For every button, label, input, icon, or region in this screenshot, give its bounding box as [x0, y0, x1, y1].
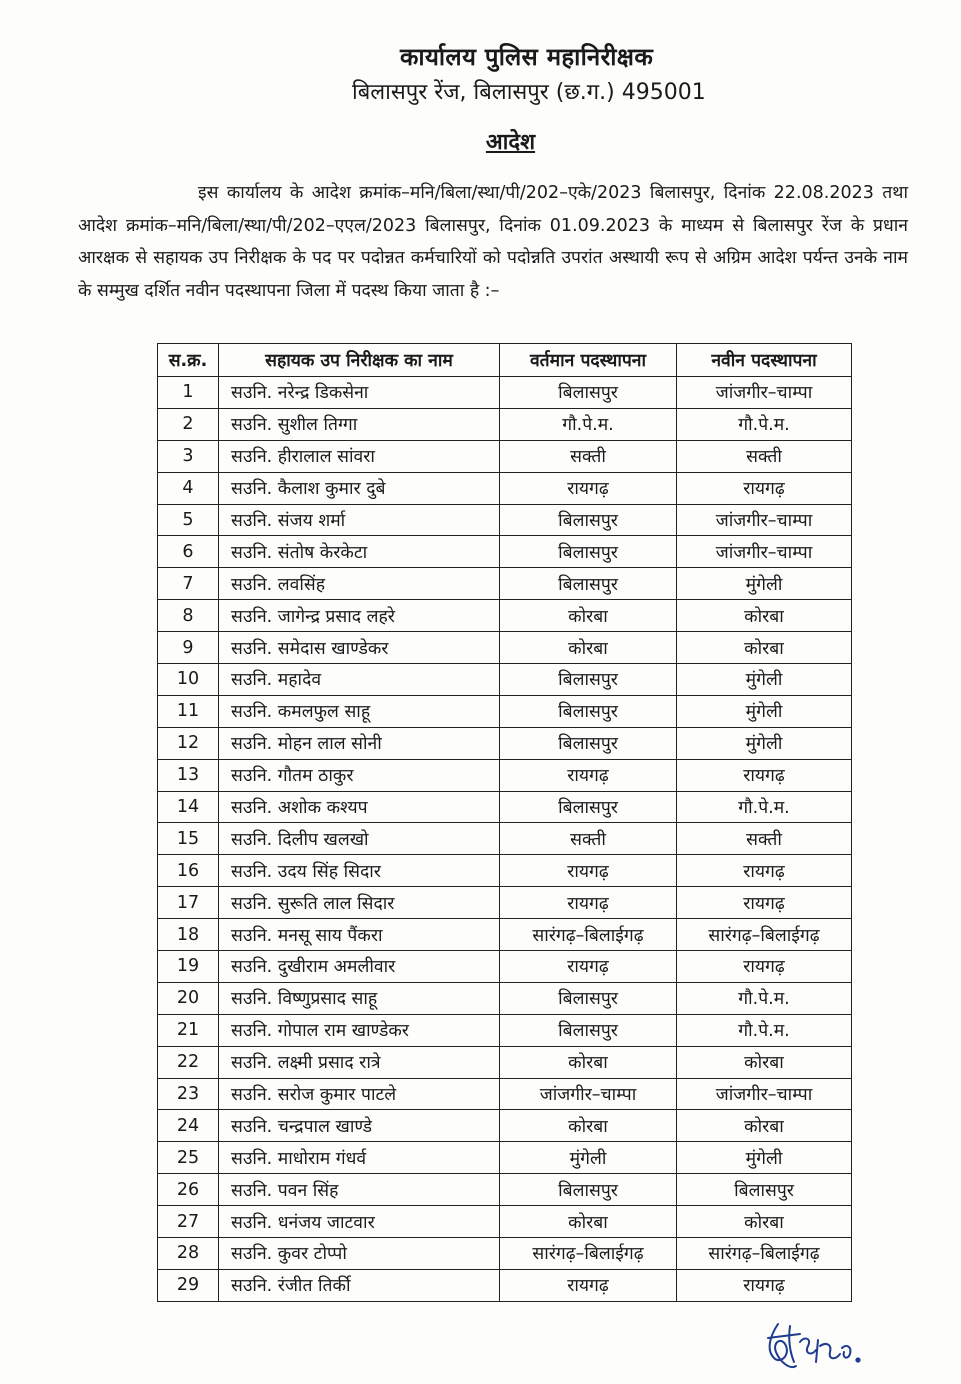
- serial-cell: 28: [158, 1238, 219, 1270]
- order-body-paragraph: इस कार्यालय के आदेश क्रमांक–मनि/बिला/स्था/पी/202–एके/2023 बिलासपुर, दिनांक 22.08.2023 तथा आदेश क्रमांक–मनि/बिला/स्था/पी/202–एएल/2023 बिलासपुर, दिनांक 01.09.2023 के माध्यम से बिलासपुर रेंज के प्रधान आरक्षक से सहायक उप निरीक्षक के पद पर पदोन्नत कर्मचारियों को पदोन्नति उपरांत अस्थायी रूप से अग्रिम आदेश पर्यन्त उनके नाम के सम्मुख दर्शित नवीन पदस्थापना जिला में पदस्थ किया जाता है :–: [78, 183, 908, 301]
- table-row: [158, 632, 852, 664]
- serial-cell: 4: [158, 472, 219, 504]
- current-posting-cell: बिलासपुर: [500, 664, 677, 696]
- officer-name-cell: सउनि. दिलीप खलखो: [219, 823, 500, 855]
- serial-cell: 22: [158, 1046, 219, 1078]
- new-posting-cell: मुंगेली: [677, 727, 852, 759]
- current-posting-cell: कोरबा: [500, 1110, 677, 1142]
- current-posting-cell: कोरबा: [500, 1046, 677, 1078]
- new-posting-cell: रायगढ़: [677, 951, 852, 983]
- table-row: [158, 1206, 852, 1238]
- officer-name-cell: सउनि. पवन सिंह: [219, 1174, 500, 1206]
- office-title: कार्यालय पुलिस महानिरीक्षक: [400, 43, 654, 71]
- officer-name-cell: सउनि. कुवर टोप्पो: [219, 1238, 500, 1270]
- serial-cell: 14: [158, 791, 219, 823]
- table-row: [158, 759, 852, 791]
- officer-name-cell: सउनि. महादेव: [219, 664, 500, 696]
- serial-cell: 18: [158, 919, 219, 951]
- current-posting-cell: बिलासपुर: [500, 568, 677, 600]
- serial-cell: 29: [158, 1269, 219, 1301]
- officer-name-cell: सउनि. गौतम ठाकुर: [219, 759, 500, 791]
- new-posting-cell: कोरबा: [677, 632, 852, 664]
- current-posting-cell: सारंगढ़–बिलाईगढ़: [500, 919, 677, 951]
- serial-cell: 25: [158, 1142, 219, 1174]
- header-current-posting: वर्तमान पदस्थापना: [500, 344, 677, 377]
- serial-cell: 1: [158, 377, 219, 409]
- new-posting-cell: मुंगेली: [677, 1142, 852, 1174]
- current-posting-cell: बिलासपुर: [500, 1174, 677, 1206]
- officer-name-cell: सउनि. दुखीराम अमलीवार: [219, 951, 500, 983]
- serial-cell: 3: [158, 440, 219, 472]
- current-posting-cell: रायगढ़: [500, 951, 677, 983]
- serial-cell: 16: [158, 855, 219, 887]
- current-posting-cell: सक्ती: [500, 823, 677, 855]
- new-posting-cell: मुंगेली: [677, 664, 852, 696]
- current-posting-cell: रायगढ़: [500, 887, 677, 919]
- serial-cell: 24: [158, 1110, 219, 1142]
- table-row: [158, 1269, 852, 1301]
- officer-name-cell: सउनि. चन्द्रपाल खाण्डे: [219, 1110, 500, 1142]
- current-posting-cell: रायगढ़: [500, 759, 677, 791]
- table-row: [158, 440, 852, 472]
- new-posting-cell: मुंगेली: [677, 568, 852, 600]
- officer-name-cell: सउनि. मनसू साय पैंकरा: [219, 919, 500, 951]
- current-posting-cell: रायगढ़: [500, 472, 677, 504]
- current-posting-cell: कोरबा: [500, 1206, 677, 1238]
- table-row: [158, 1046, 852, 1078]
- new-posting-cell: कोरबा: [677, 1206, 852, 1238]
- officer-name-cell: सउनि. लवसिंह: [219, 568, 500, 600]
- serial-cell: 5: [158, 504, 219, 536]
- table-row: [158, 408, 852, 440]
- current-posting-cell: बिलासपुर: [500, 1014, 677, 1046]
- new-posting-cell: रायगढ़: [677, 855, 852, 887]
- table-row: [158, 951, 852, 983]
- current-posting-cell: जांजगीर–चाम्पा: [500, 1078, 677, 1110]
- serial-cell: 20: [158, 982, 219, 1014]
- current-posting-cell: बिलासपुर: [500, 377, 677, 409]
- serial-cell: 9: [158, 632, 219, 664]
- table-header-row: [158, 344, 852, 377]
- table-row: [158, 504, 852, 536]
- serial-cell: 17: [158, 887, 219, 919]
- header-new-posting: नवीन पदस्थापना: [677, 344, 852, 377]
- new-posting-cell: सारंगढ़–बिलाईगढ़: [677, 1238, 852, 1270]
- table-row: [158, 1142, 852, 1174]
- serial-cell: 13: [158, 759, 219, 791]
- new-posting-cell: गौ.पे.म.: [677, 1014, 852, 1046]
- new-posting-cell: कोरबा: [677, 1046, 852, 1078]
- new-posting-cell: रायगढ़: [677, 472, 852, 504]
- officer-name-cell: सउनि. समेदास खाण्डेकर: [219, 632, 500, 664]
- officer-name-cell: सउनि. अशोक कश्यप: [219, 791, 500, 823]
- current-posting-cell: मुंगेली: [500, 1142, 677, 1174]
- table-row: [158, 1110, 852, 1142]
- table-row: [158, 568, 852, 600]
- current-posting-cell: सारंगढ़–बिलाईगढ़: [500, 1238, 677, 1270]
- serial-cell: 10: [158, 664, 219, 696]
- table-row: [158, 664, 852, 696]
- table-row: [158, 791, 852, 823]
- table-row: [158, 855, 852, 887]
- handwritten-signature: [760, 1316, 870, 1376]
- current-posting-cell: रायगढ़: [500, 855, 677, 887]
- officer-name-cell: सउनि. कैलाश कुमार दुबे: [219, 472, 500, 504]
- officer-name-cell: सउनि. माधोराम गंधर्व: [219, 1142, 500, 1174]
- table-row: [158, 1238, 852, 1270]
- serial-cell: 11: [158, 695, 219, 727]
- officer-name-cell: सउनि. लक्ष्मी प्रसाद रात्रे: [219, 1046, 500, 1078]
- current-posting-cell: बिलासपुर: [500, 536, 677, 568]
- officer-name-cell: सउनि. कमलफुल साहू: [219, 695, 500, 727]
- officer-name-cell: सउनि. सुरूति लाल सिदार: [219, 887, 500, 919]
- current-posting-cell: गौ.पे.म.: [500, 408, 677, 440]
- serial-cell: 12: [158, 727, 219, 759]
- table-row: [158, 1014, 852, 1046]
- table-row: [158, 982, 852, 1014]
- current-posting-cell: बिलासपुर: [500, 791, 677, 823]
- table-row: [158, 1078, 852, 1110]
- table-row: [158, 919, 852, 951]
- new-posting-cell: जांजगीर–चाम्पा: [677, 536, 852, 568]
- new-posting-cell: रायगढ़: [677, 759, 852, 791]
- table-body: [158, 377, 852, 1302]
- new-posting-cell: जांजगीर–चाम्पा: [677, 1078, 852, 1110]
- officer-name-cell: सउनि. संजय शर्मा: [219, 504, 500, 536]
- table-row: [158, 695, 852, 727]
- new-posting-cell: सक्ती: [677, 823, 852, 855]
- officer-name-cell: सउनि. संतोष केरकेटा: [219, 536, 500, 568]
- header-name: सहायक उप निरीक्षक का नाम: [219, 344, 500, 377]
- new-posting-cell: सारंगढ़–बिलाईगढ़: [677, 919, 852, 951]
- officer-name-cell: सउनि. सरोज कुमार पाटले: [219, 1078, 500, 1110]
- current-posting-cell: कोरबा: [500, 600, 677, 632]
- serial-cell: 19: [158, 951, 219, 983]
- officer-name-cell: सउनि. विष्णुप्रसाद साहू: [219, 982, 500, 1014]
- serial-cell: 23: [158, 1078, 219, 1110]
- current-posting-cell: बिलासपुर: [500, 727, 677, 759]
- serial-cell: 7: [158, 568, 219, 600]
- serial-cell: 2: [158, 408, 219, 440]
- current-posting-cell: बिलासपुर: [500, 982, 677, 1014]
- table-row: [158, 1174, 852, 1206]
- officer-name-cell: सउनि. उदय सिंह सिदार: [219, 855, 500, 887]
- officer-name-cell: सउनि. जागेन्द्र प्रसाद लहरे: [219, 600, 500, 632]
- current-posting-cell: सक्ती: [500, 440, 677, 472]
- new-posting-cell: रायगढ़: [677, 1269, 852, 1301]
- table-row: [158, 472, 852, 504]
- new-posting-cell: मुंगेली: [677, 695, 852, 727]
- table-row: [158, 377, 852, 409]
- serial-cell: 21: [158, 1014, 219, 1046]
- current-posting-cell: बिलासपुर: [500, 504, 677, 536]
- current-posting-cell: रायगढ़: [500, 1269, 677, 1301]
- new-posting-cell: बिलासपुर: [677, 1174, 852, 1206]
- officer-name-cell: सउनि. रंजीत तिर्की: [219, 1269, 500, 1301]
- officer-name-cell: सउनि. नरेन्द्र डिकसेना: [219, 377, 500, 409]
- serial-cell: 8: [158, 600, 219, 632]
- officer-name-cell: सउनि. मोहन लाल सोनी: [219, 727, 500, 759]
- order-heading: आदेश: [485, 130, 536, 155]
- new-posting-cell: जांजगीर–चाम्पा: [677, 504, 852, 536]
- current-posting-cell: कोरबा: [500, 632, 677, 664]
- table-row: [158, 823, 852, 855]
- current-posting-cell: बिलासपुर: [500, 695, 677, 727]
- officer-name-cell: सउनि. धनंजय जाटवार: [219, 1206, 500, 1238]
- serial-cell: 6: [158, 536, 219, 568]
- table-row: [158, 727, 852, 759]
- office-address: बिलासपुर रेंज, बिलासपुर (छ.ग.) 495001: [352, 80, 706, 105]
- serial-cell: 27: [158, 1206, 219, 1238]
- new-posting-cell: गौ.पे.म.: [677, 791, 852, 823]
- table-row: [158, 600, 852, 632]
- serial-cell: 26: [158, 1174, 219, 1206]
- table-row: [158, 536, 852, 568]
- table-row: [158, 887, 852, 919]
- officer-name-cell: सउनि. सुशील तिग्गा: [219, 408, 500, 440]
- officer-name-cell: सउनि. हीरालाल सांवरा: [219, 440, 500, 472]
- new-posting-cell: कोरबा: [677, 1110, 852, 1142]
- posting-table: [157, 343, 852, 1302]
- new-posting-cell: कोरबा: [677, 600, 852, 632]
- new-posting-cell: रायगढ़: [677, 887, 852, 919]
- header-serial: स.क्र.: [158, 344, 219, 377]
- officer-name-cell: सउनि. गोपाल राम खाण्डेकर: [219, 1014, 500, 1046]
- serial-cell: 15: [158, 823, 219, 855]
- new-posting-cell: सक्ती: [677, 440, 852, 472]
- new-posting-cell: गौ.पे.म.: [677, 982, 852, 1014]
- new-posting-cell: गौ.पे.म.: [677, 408, 852, 440]
- new-posting-cell: जांजगीर–चाम्पा: [677, 377, 852, 409]
